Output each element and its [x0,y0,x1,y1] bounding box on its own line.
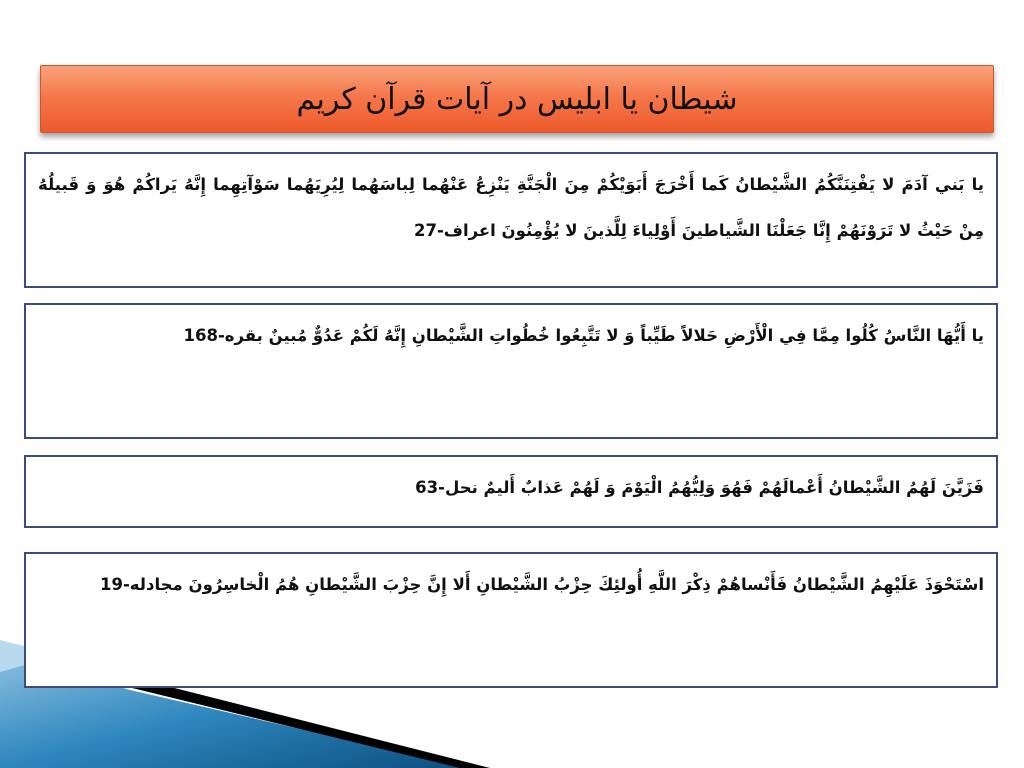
verse-text: اسْتَحْوَذَ عَلَيْهِمُ الشَّيْطانُ فَأَنْساهُمْ ذِكْرَ اللَّهِ أُولئِكَ حِزْبُ الشَّيْطانِ أَلا إِنَّ حِزْبَ الشَّيْطانِ هُمُ الْخاسِرُونَ مجادله-19 [99,575,984,594]
verse-box-araf-27 [24,152,998,288]
verse-text: فَزَيَّنَ لَهُمُ الشَّيْطانُ أَعْمالَهُمْ فَهُوَ وَلِيُّهُمُ الْيَوْمَ وَ لَهُمْ عَذابٌ أَليمٌ نحل-63 [415,478,984,497]
verse-text: يا بَني آدَمَ لا يَفْتِنَنَّكُمُ الشَّيْطانُ كَما أَخْرَجَ أَبَوَيْكُمْ مِنَ الْجَنَّةِ يَنْزِعُ عَنْهُما لِباسَهُما لِيُرِيَهُما سَوْآتِهِما إِنَّهُ يَراكُمْ هُوَ وَ قَبيلُهُ مِنْ حَيْثُ لا تَرَوْنَهُمْ إِنَّا جَعَلْنَا الشَّياطينَ أَوْلِياءَ لِلَّذينَ لا يُؤْمِنُونَ اعراف-27 [38,175,984,240]
verse-box-mujadila-19 [24,552,998,688]
verse-text: يا أَيُّهَا النَّاسُ كُلُوا مِمَّا فِي الْأَرْضِ حَلالاً طَيِّباً وَ لا تَتَّبِعُوا خُطُواتِ الشَّيْطانِ إِنَّهُ لَكُمْ عَدُوٌّ مُبينٌ بقره-168 [183,326,984,345]
decor-black-stripe [120,678,490,768]
verse-box-nahl-63 [24,455,998,528]
verse-box-baqara-168 [24,303,998,439]
title-banner [40,65,994,133]
slide-title: شیطان یا ابلیس در آیات قرآن کریم [296,81,738,117]
